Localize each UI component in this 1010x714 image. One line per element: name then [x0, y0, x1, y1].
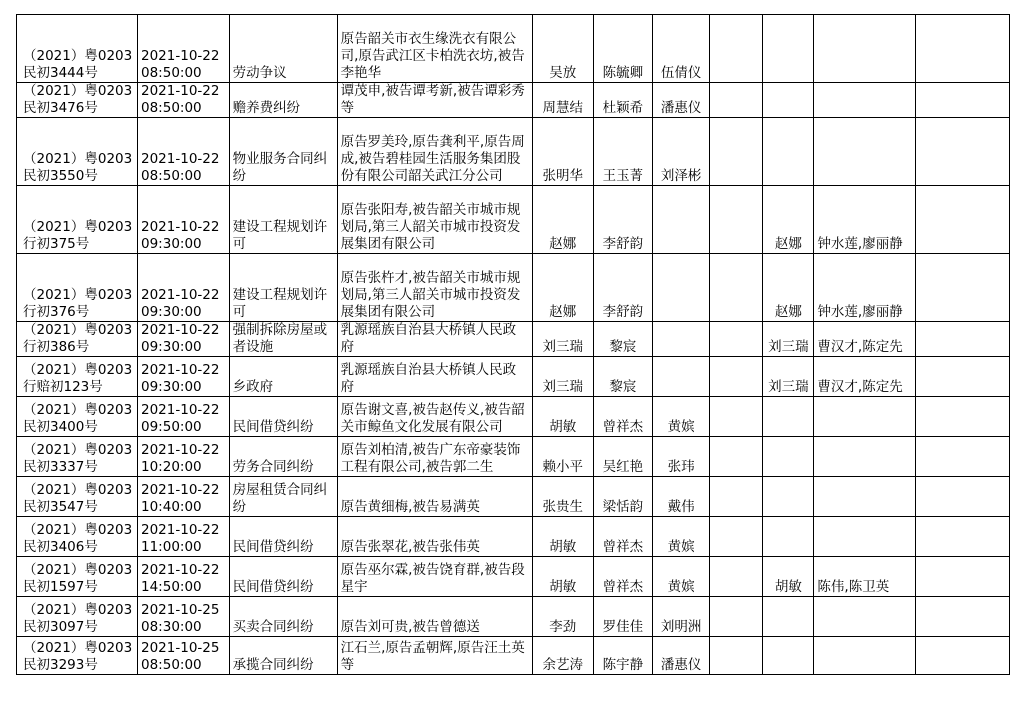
case-number-cell: （2021）粤0203 民初3293号	[17, 637, 138, 675]
judge-cell: 余艺涛	[532, 637, 593, 675]
cause-cell: 劳务合同纠纷	[229, 437, 337, 477]
table-row	[17, 557, 1010, 597]
collegial-members-cell	[814, 637, 915, 675]
cause-cell: 民间借贷纠纷	[229, 397, 337, 437]
extra-cell-8	[710, 357, 763, 397]
case-number-cell: （2021）粤0203 行初375号	[17, 186, 138, 254]
judge-cell: 胡敏	[532, 557, 593, 597]
extra-cell-8	[710, 637, 763, 675]
extra-cell-8	[710, 254, 763, 322]
presiding-judge-cell	[763, 15, 814, 83]
presiding-judge-cell	[763, 637, 814, 675]
assistant-cell: 黄嫔	[653, 557, 710, 597]
hearing-time-cell: 2021-10-22 09:30:00	[138, 322, 230, 357]
case-number-cell: （2021）粤0203 行初386号	[17, 322, 138, 357]
presiding-judge-cell: 刘三瑞	[763, 322, 814, 357]
clerk-cell: 曾祥杰	[593, 557, 653, 597]
assistant-cell	[653, 254, 710, 322]
cause-cell: 强制拆除房屋或者设施	[229, 322, 337, 357]
case-number-cell: （2021）粤0203 行赔初123号	[17, 357, 138, 397]
assistant-cell: 刘泽彬	[653, 118, 710, 186]
cause-cell: 乡政府	[229, 357, 337, 397]
hearing-time-cell: 2021-10-25 08:50:00	[138, 637, 230, 675]
clerk-cell: 李舒韵	[593, 186, 653, 254]
parties-cell: 原告张阳寿,被告韶关市城市规划局,第三人韶关市城市投资发展集团有限公司	[337, 186, 532, 254]
presiding-judge-cell	[763, 597, 814, 637]
collegial-members-cell: 曹汉才,陈定先	[814, 357, 915, 397]
extra-cell-11	[915, 357, 1009, 397]
cause-cell: 物业服务合同纠纷	[229, 118, 337, 186]
presiding-judge-cell: 赵娜	[763, 254, 814, 322]
presiding-judge-cell	[763, 397, 814, 437]
judge-cell: 张贵生	[532, 477, 593, 517]
extra-cell-8	[710, 83, 763, 118]
table-row	[17, 118, 1010, 186]
clerk-cell: 梁恬韵	[593, 477, 653, 517]
clerk-cell: 罗佳佳	[593, 597, 653, 637]
clerk-cell: 王玉菁	[593, 118, 653, 186]
parties-cell: 乳源瑶族自治县大桥镇人民政府	[337, 322, 532, 357]
judge-cell: 赵娜	[532, 186, 593, 254]
presiding-judge-cell	[763, 83, 814, 118]
presiding-judge-cell: 胡敏	[763, 557, 814, 597]
cause-cell: 劳动争议	[229, 15, 337, 83]
presiding-judge-cell	[763, 118, 814, 186]
hearing-time-cell: 2021-10-22 10:40:00	[138, 477, 230, 517]
parties-cell: 原告罗美玲,原告龚利平,原告周成,被告碧桂园生活服务集团股份有限公司韶关武江分公司	[337, 118, 532, 186]
parties-cell: 原告巫尔霖,被告饶育群,被告段星宇	[337, 557, 532, 597]
assistant-cell: 黄嫔	[653, 397, 710, 437]
case-number-cell: （2021）粤0203 民初3337号	[17, 437, 138, 477]
collegial-members-cell	[814, 437, 915, 477]
parties-cell: 乳源瑶族自治县大桥镇人民政府	[337, 357, 532, 397]
case-number-cell: （2021）粤0203 行初376号	[17, 254, 138, 322]
parties-cell: 谭茂申,被告谭考新,被告谭彩秀等	[337, 83, 532, 118]
judge-cell: 赖小平	[532, 437, 593, 477]
cause-cell: 房屋租赁合同纠纷	[229, 477, 337, 517]
collegial-members-cell: 陈伟,陈卫英	[814, 557, 915, 597]
judge-cell: 周慧结	[532, 83, 593, 118]
clerk-cell: 陈毓卿	[593, 15, 653, 83]
collegial-members-cell: 钟水莲,廖丽静	[814, 254, 915, 322]
judge-cell: 吴放	[532, 15, 593, 83]
presiding-judge-cell: 赵娜	[763, 186, 814, 254]
assistant-cell	[653, 357, 710, 397]
extra-cell-8	[710, 322, 763, 357]
collegial-members-cell: 钟水莲,廖丽静	[814, 186, 915, 254]
collegial-members-cell: 曹汉才,陈定先	[814, 322, 915, 357]
hearing-time-cell: 2021-10-22 08:50:00	[138, 15, 230, 83]
presiding-judge-cell	[763, 517, 814, 557]
case-number-cell: （2021）粤0203 民初3406号	[17, 517, 138, 557]
extra-cell-11	[915, 118, 1009, 186]
parties-cell: 原告张杵才,被告韶关市城市规划局,第三人韶关市城市投资发展集团有限公司	[337, 254, 532, 322]
collegial-members-cell	[814, 477, 915, 517]
hearing-time-cell: 2021-10-22 14:50:00	[138, 557, 230, 597]
judge-cell: 赵娜	[532, 254, 593, 322]
case-number-cell: （2021）粤0203 民初3444号	[17, 15, 138, 83]
extra-cell-8	[710, 397, 763, 437]
assistant-cell	[653, 322, 710, 357]
judge-cell: 刘三瑞	[532, 357, 593, 397]
judge-cell: 胡敏	[532, 397, 593, 437]
collegial-members-cell	[814, 597, 915, 637]
parties-cell: 原告刘可贵,被告曾德送	[337, 597, 532, 637]
extra-cell-11	[915, 15, 1009, 83]
table-row	[17, 437, 1010, 477]
presiding-judge-cell	[763, 437, 814, 477]
table-row	[17, 397, 1010, 437]
cause-cell: 赡养费纠纷	[229, 83, 337, 118]
extra-cell-11	[915, 477, 1009, 517]
presiding-judge-cell: 刘三瑞	[763, 357, 814, 397]
clerk-cell: 黎宸	[593, 357, 653, 397]
table-row	[17, 322, 1010, 357]
table-row	[17, 477, 1010, 517]
extra-cell-11	[915, 557, 1009, 597]
assistant-cell: 潘惠仪	[653, 637, 710, 675]
parties-cell: 原告张翠花,被告张伟英	[337, 517, 532, 557]
table-row	[17, 254, 1010, 322]
hearing-time-cell: 2021-10-22 08:50:00	[138, 83, 230, 118]
clerk-cell: 杜颖希	[593, 83, 653, 118]
clerk-cell: 曾祥杰	[593, 397, 653, 437]
parties-cell: 原告刘柏清,被告广东帝豪装饰工程有限公司,被告郭二生	[337, 437, 532, 477]
assistant-cell: 张玮	[653, 437, 710, 477]
parties-cell: 江石兰,原告孟朝辉,原告汪土英等	[337, 637, 532, 675]
collegial-members-cell	[814, 517, 915, 557]
parties-cell: 原告谢文喜,被告赵传义,被告韶关市鲸鱼文化发展有限公司	[337, 397, 532, 437]
table-row	[17, 186, 1010, 254]
judge-cell: 刘三瑞	[532, 322, 593, 357]
extra-cell-11	[915, 597, 1009, 637]
assistant-cell: 伍倩仪	[653, 15, 710, 83]
extra-cell-8	[710, 118, 763, 186]
extra-cell-11	[915, 322, 1009, 357]
extra-cell-11	[915, 397, 1009, 437]
cause-cell: 民间借贷纠纷	[229, 557, 337, 597]
extra-cell-8	[710, 15, 763, 83]
cause-cell: 民间借贷纠纷	[229, 517, 337, 557]
judge-cell: 李劲	[532, 597, 593, 637]
cause-cell: 买卖合同纠纷	[229, 597, 337, 637]
clerk-cell: 曾祥杰	[593, 517, 653, 557]
cause-cell: 承揽合同纠纷	[229, 637, 337, 675]
collegial-members-cell	[814, 15, 915, 83]
case-number-cell: （2021）粤0203 民初3097号	[17, 597, 138, 637]
judge-cell: 张明华	[532, 118, 593, 186]
extra-cell-8	[710, 477, 763, 517]
hearing-time-cell: 2021-10-22 09:30:00	[138, 186, 230, 254]
clerk-cell: 李舒韵	[593, 254, 653, 322]
table-row	[17, 83, 1010, 118]
clerk-cell: 吴红艳	[593, 437, 653, 477]
assistant-cell: 刘明洲	[653, 597, 710, 637]
extra-cell-8	[710, 186, 763, 254]
hearing-time-cell: 2021-10-25 08:30:00	[138, 597, 230, 637]
extra-cell-11	[915, 517, 1009, 557]
presiding-judge-cell	[763, 477, 814, 517]
hearing-time-cell: 2021-10-22 08:50:00	[138, 118, 230, 186]
extra-cell-8	[710, 437, 763, 477]
hearing-time-cell: 2021-10-22 10:20:00	[138, 437, 230, 477]
extra-cell-11	[915, 637, 1009, 675]
collegial-members-cell	[814, 83, 915, 118]
table-row	[17, 517, 1010, 557]
hearing-schedule-table	[16, 14, 1010, 675]
hearing-time-cell: 2021-10-22 09:50:00	[138, 397, 230, 437]
assistant-cell	[653, 186, 710, 254]
assistant-cell: 潘惠仪	[653, 83, 710, 118]
case-number-cell: （2021）粤0203 民初3547号	[17, 477, 138, 517]
table-row	[17, 15, 1010, 83]
extra-cell-8	[710, 517, 763, 557]
table-row	[17, 637, 1010, 675]
extra-cell-11	[915, 83, 1009, 118]
parties-cell: 原告韶关市衣生缘洗衣有限公司,原告武江区卡柏洗衣坊,被告李艳华	[337, 15, 532, 83]
cause-cell: 建设工程规划许可	[229, 186, 337, 254]
hearing-time-cell: 2021-10-22 09:30:00	[138, 357, 230, 397]
extra-cell-8	[710, 597, 763, 637]
table-row	[17, 597, 1010, 637]
extra-cell-11	[915, 254, 1009, 322]
collegial-members-cell	[814, 118, 915, 186]
case-number-cell: （2021）粤0203 民初1597号	[17, 557, 138, 597]
extra-cell-8	[710, 557, 763, 597]
case-number-cell: （2021）粤0203 民初3476号	[17, 83, 138, 118]
hearing-time-cell: 2021-10-22 11:00:00	[138, 517, 230, 557]
extra-cell-11	[915, 186, 1009, 254]
assistant-cell: 黄嫔	[653, 517, 710, 557]
extra-cell-11	[915, 437, 1009, 477]
parties-cell: 原告黄细梅,被告易满英	[337, 477, 532, 517]
cause-cell: 建设工程规划许可	[229, 254, 337, 322]
case-number-cell: （2021）粤0203 民初3550号	[17, 118, 138, 186]
collegial-members-cell	[814, 397, 915, 437]
clerk-cell: 黎宸	[593, 322, 653, 357]
hearing-time-cell: 2021-10-22 09:30:00	[138, 254, 230, 322]
assistant-cell: 戴伟	[653, 477, 710, 517]
table-row	[17, 357, 1010, 397]
judge-cell: 胡敏	[532, 517, 593, 557]
clerk-cell: 陈宇静	[593, 637, 653, 675]
case-number-cell: （2021）粤0203 民初3400号	[17, 397, 138, 437]
